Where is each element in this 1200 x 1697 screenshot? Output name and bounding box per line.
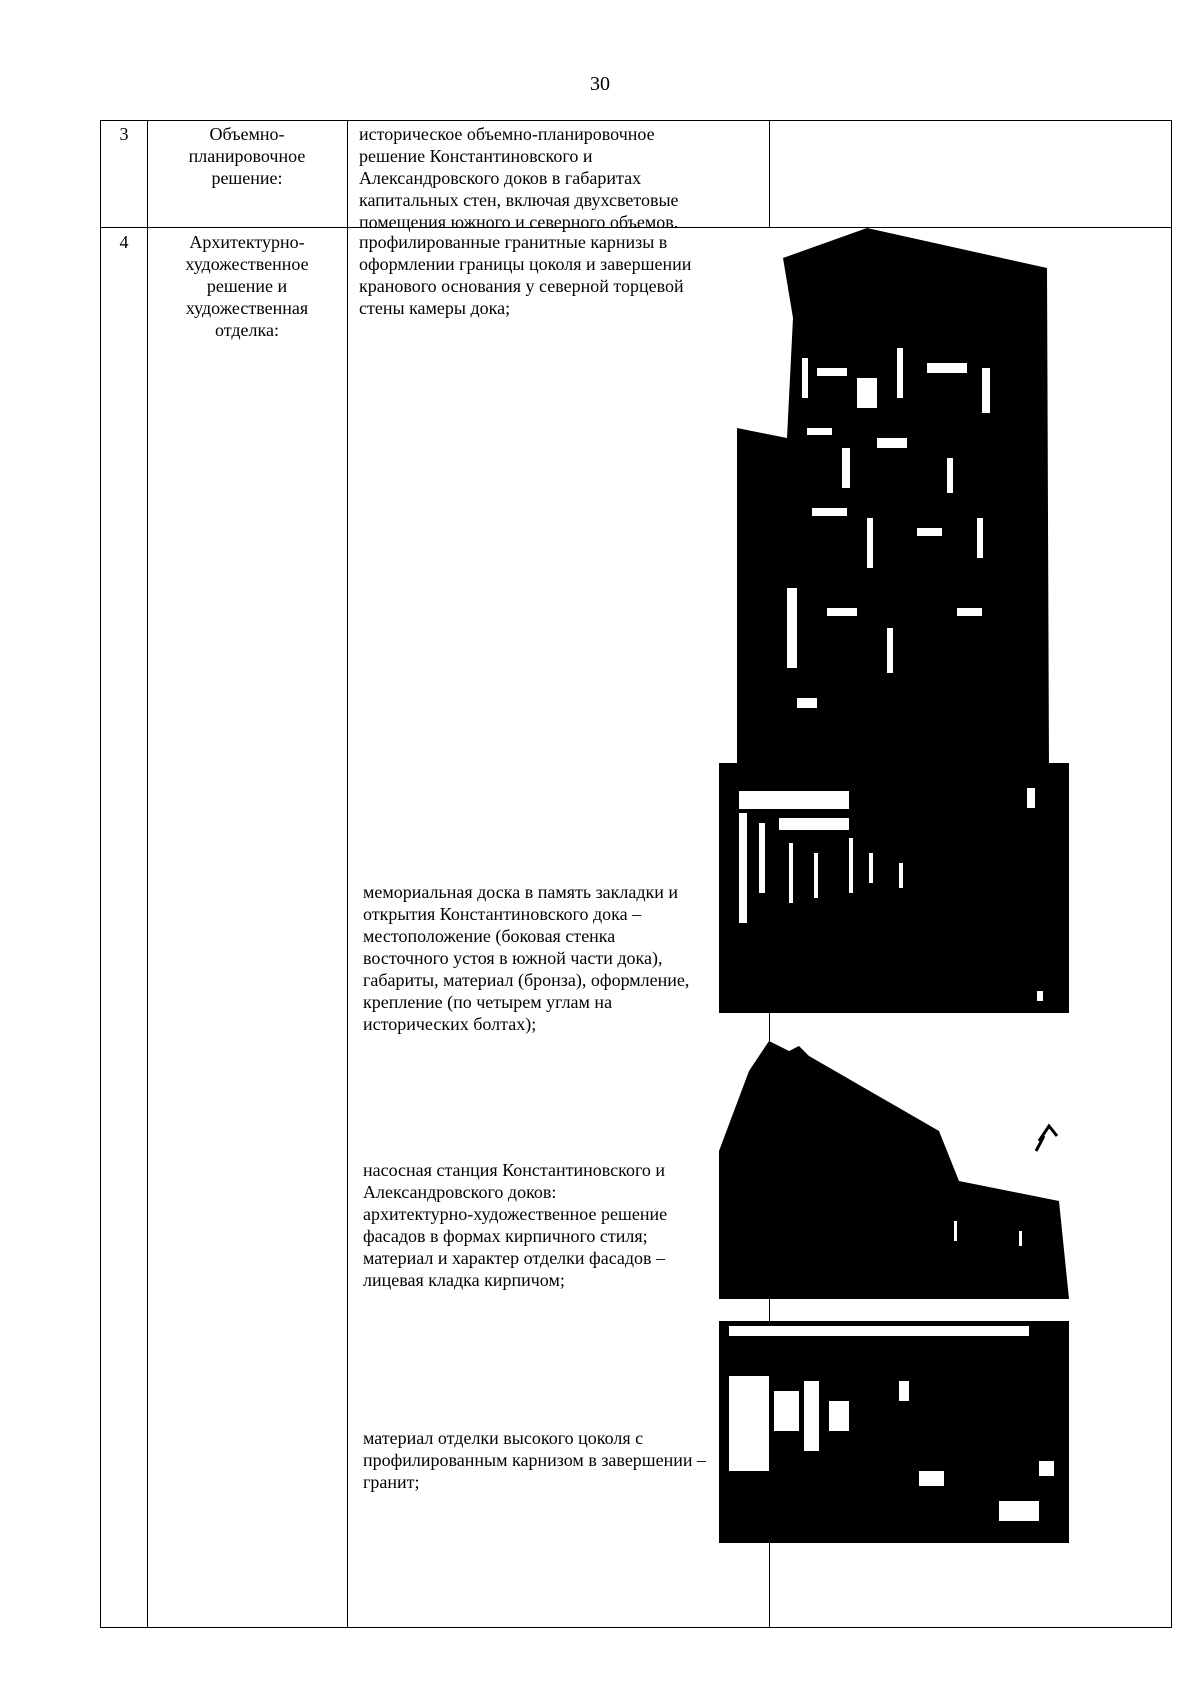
row-number: 3 bbox=[119, 124, 129, 144]
description-line: стены камеры дока; bbox=[359, 298, 511, 318]
description-line: лицевая кладка кирпичом; bbox=[363, 1270, 565, 1290]
description-line: капитальных стен, включая двухсветовые bbox=[359, 190, 679, 210]
description-line: решение Константиновского и bbox=[359, 146, 593, 166]
description-line: исторических болтах); bbox=[363, 1014, 537, 1034]
description-line: помещения южного и северного объемов. bbox=[359, 212, 679, 232]
description-line: гранит; bbox=[363, 1472, 420, 1492]
description-line: архитектурно-художественное решение bbox=[363, 1204, 668, 1224]
description-line: крепление (по четырем углам на bbox=[363, 992, 613, 1012]
photo-memorial-plaque bbox=[719, 763, 1069, 1013]
description-line: профилированные гранитные карнизы в bbox=[359, 232, 668, 252]
photo-granite-plinth bbox=[719, 1321, 1069, 1543]
description-line: фасадов в формах кирпичного стиля; bbox=[363, 1226, 648, 1246]
description-line: открытия Константиновского дока – bbox=[363, 904, 642, 924]
description-line: габариты, материал (бронза), оформление, bbox=[363, 970, 690, 990]
description-line: насосная станция Константиновского и bbox=[363, 1160, 666, 1180]
row-title-line: художественное bbox=[185, 254, 309, 274]
row-number: 4 bbox=[119, 232, 129, 252]
photo-pumping-station bbox=[719, 1041, 1071, 1299]
column-divider bbox=[147, 121, 148, 1627]
row-title-line: отделка: bbox=[215, 320, 279, 340]
item-description bbox=[363, 1159, 763, 1291]
description-line: местоположение (боковая стенка bbox=[363, 926, 616, 946]
item-description bbox=[363, 1427, 763, 1493]
description-line: кранового основания у северной торцевой bbox=[359, 276, 684, 296]
page-number: 30 bbox=[590, 73, 610, 95]
description-line: профилированным карнизом в завершении – bbox=[363, 1450, 707, 1470]
description-line: оформлении границы цоколя и завершении bbox=[359, 254, 692, 274]
attributes-table bbox=[100, 120, 1172, 1628]
description-line: мемориальная доска в память закладки и bbox=[363, 882, 679, 902]
row-title-line: художественная bbox=[185, 298, 309, 318]
row-title bbox=[147, 231, 347, 341]
description-line: Александровского доков в габаритах bbox=[359, 168, 642, 188]
photo-granite-cornice bbox=[737, 228, 1067, 788]
item-description bbox=[359, 231, 759, 319]
description-line: материал отделки высокого цоколя с bbox=[363, 1428, 644, 1448]
column-divider bbox=[347, 121, 348, 1627]
description-line: историческое объемно-планировочное bbox=[359, 124, 655, 144]
item-description bbox=[363, 881, 763, 1035]
row-title bbox=[147, 123, 347, 189]
row-title-line: решение и bbox=[206, 276, 288, 296]
description-line: материал и характер отделки фасадов – bbox=[363, 1248, 666, 1268]
row-description bbox=[359, 123, 759, 233]
row-title-line: Объемно- bbox=[209, 124, 285, 144]
row-title-line: Архитектурно- bbox=[189, 232, 305, 252]
description-line: восточного устоя в южной части дока), bbox=[363, 948, 663, 968]
description-line: Александровского доков: bbox=[363, 1182, 557, 1202]
row-title-line: планировочное bbox=[188, 146, 306, 166]
row-title-line: решение: bbox=[211, 168, 283, 188]
